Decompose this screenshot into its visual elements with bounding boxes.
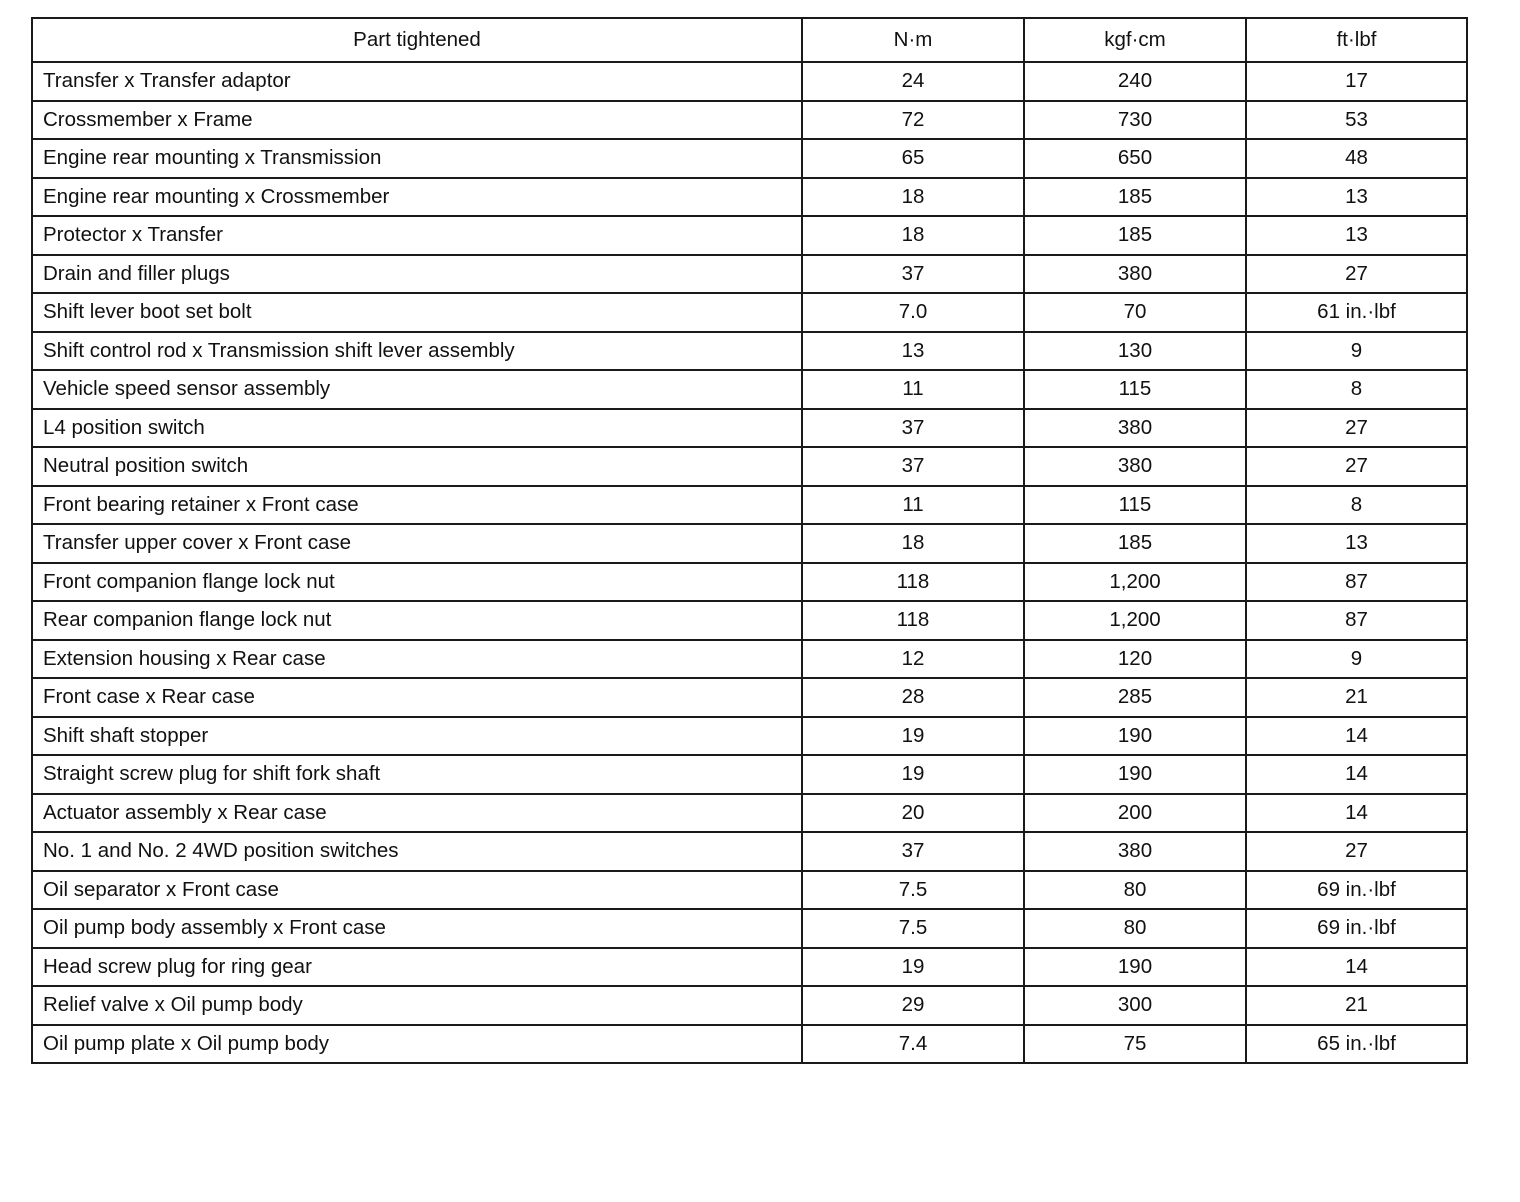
cell-nm: 37 — [802, 447, 1024, 486]
cell-kgf-cm: 185 — [1024, 524, 1246, 563]
cell-nm: 118 — [802, 601, 1024, 640]
cell-ft-lbf: 48 — [1246, 139, 1467, 178]
cell-part: Engine rear mounting x Transmission — [32, 139, 802, 178]
cell-part: Head screw plug for ring gear — [32, 948, 802, 987]
cell-kgf-cm: 185 — [1024, 178, 1246, 217]
cell-kgf-cm: 1,200 — [1024, 601, 1246, 640]
table-row — [32, 255, 1467, 294]
torque-spec-table — [31, 17, 1468, 1064]
header-row — [32, 18, 1467, 62]
cell-ft-lbf: 61 in.·lbf — [1246, 293, 1467, 332]
table-row — [32, 332, 1467, 371]
cell-ft-lbf: 87 — [1246, 563, 1467, 602]
cell-part: Actuator assembly x Rear case — [32, 794, 802, 833]
table-row — [32, 563, 1467, 602]
cell-part: Transfer upper cover x Front case — [32, 524, 802, 563]
cell-kgf-cm: 730 — [1024, 101, 1246, 140]
cell-kgf-cm: 75 — [1024, 1025, 1246, 1064]
cell-kgf-cm: 200 — [1024, 794, 1246, 833]
cell-part: Rear companion flange lock nut — [32, 601, 802, 640]
cell-kgf-cm: 190 — [1024, 755, 1246, 794]
cell-nm: 28 — [802, 678, 1024, 717]
cell-part: Oil separator x Front case — [32, 871, 802, 910]
cell-nm: 37 — [802, 255, 1024, 294]
cell-nm: 20 — [802, 794, 1024, 833]
table-body — [32, 62, 1467, 1063]
cell-ft-lbf: 14 — [1246, 755, 1467, 794]
table-row — [32, 178, 1467, 217]
cell-kgf-cm: 300 — [1024, 986, 1246, 1025]
cell-kgf-cm: 1,200 — [1024, 563, 1246, 602]
cell-nm: 11 — [802, 486, 1024, 525]
cell-part: Crossmember x Frame — [32, 101, 802, 140]
cell-kgf-cm: 240 — [1024, 62, 1246, 101]
table-row — [32, 755, 1467, 794]
cell-part: Extension housing x Rear case — [32, 640, 802, 679]
cell-nm: 12 — [802, 640, 1024, 679]
cell-part: Front case x Rear case — [32, 678, 802, 717]
table-row — [32, 370, 1467, 409]
cell-part: Oil pump body assembly x Front case — [32, 909, 802, 948]
cell-ft-lbf: 9 — [1246, 640, 1467, 679]
cell-kgf-cm: 80 — [1024, 871, 1246, 910]
cell-kgf-cm: 115 — [1024, 486, 1246, 525]
cell-ft-lbf: 8 — [1246, 370, 1467, 409]
cell-kgf-cm: 190 — [1024, 948, 1246, 987]
cell-nm: 11 — [802, 370, 1024, 409]
cell-ft-lbf: 13 — [1246, 178, 1467, 217]
table-row — [32, 678, 1467, 717]
table-row — [32, 139, 1467, 178]
cell-ft-lbf: 13 — [1246, 524, 1467, 563]
cell-part: Engine rear mounting x Crossmember — [32, 178, 802, 217]
cell-ft-lbf: 27 — [1246, 832, 1467, 871]
cell-ft-lbf: 87 — [1246, 601, 1467, 640]
table-row — [32, 447, 1467, 486]
cell-kgf-cm: 380 — [1024, 447, 1246, 486]
cell-kgf-cm: 380 — [1024, 409, 1246, 448]
cell-nm: 18 — [802, 524, 1024, 563]
table-row — [32, 524, 1467, 563]
header-part-tightened: Part tightened — [32, 18, 802, 62]
cell-ft-lbf: 21 — [1246, 678, 1467, 717]
cell-nm: 7.4 — [802, 1025, 1024, 1064]
table-row — [32, 216, 1467, 255]
cell-part: Transfer x Transfer adaptor — [32, 62, 802, 101]
cell-nm: 18 — [802, 178, 1024, 217]
table-row — [32, 832, 1467, 871]
table-row — [32, 486, 1467, 525]
cell-kgf-cm: 285 — [1024, 678, 1246, 717]
cell-nm: 7.5 — [802, 871, 1024, 910]
cell-nm: 72 — [802, 101, 1024, 140]
cell-nm: 19 — [802, 717, 1024, 756]
cell-nm: 37 — [802, 832, 1024, 871]
cell-nm: 18 — [802, 216, 1024, 255]
cell-part: Vehicle speed sensor assembly — [32, 370, 802, 409]
cell-part: Front bearing retainer x Front case — [32, 486, 802, 525]
cell-kgf-cm: 190 — [1024, 717, 1246, 756]
cell-nm: 65 — [802, 139, 1024, 178]
cell-ft-lbf: 21 — [1246, 986, 1467, 1025]
cell-nm: 29 — [802, 986, 1024, 1025]
cell-nm: 7.0 — [802, 293, 1024, 332]
cell-part: Relief valve x Oil pump body — [32, 986, 802, 1025]
cell-ft-lbf: 27 — [1246, 447, 1467, 486]
cell-ft-lbf: 65 in.·lbf — [1246, 1025, 1467, 1064]
cell-kgf-cm: 70 — [1024, 293, 1246, 332]
table-row — [32, 601, 1467, 640]
cell-part: Straight screw plug for shift fork shaft — [32, 755, 802, 794]
cell-kgf-cm: 380 — [1024, 832, 1246, 871]
cell-part: Shift shaft stopper — [32, 717, 802, 756]
table-row — [32, 948, 1467, 987]
header-kgf-cm: kgf·cm — [1024, 18, 1246, 62]
cell-part: Drain and filler plugs — [32, 255, 802, 294]
cell-part: Shift lever boot set bolt — [32, 293, 802, 332]
cell-ft-lbf: 8 — [1246, 486, 1467, 525]
cell-part: Neutral position switch — [32, 447, 802, 486]
cell-nm: 118 — [802, 563, 1024, 602]
table-row — [32, 101, 1467, 140]
table-row — [32, 293, 1467, 332]
cell-kgf-cm: 115 — [1024, 370, 1246, 409]
cell-kgf-cm: 80 — [1024, 909, 1246, 948]
table-row — [32, 794, 1467, 833]
cell-part: Protector x Transfer — [32, 216, 802, 255]
cell-kgf-cm: 650 — [1024, 139, 1246, 178]
table-row — [32, 909, 1467, 948]
header-ft-lbf: ft·lbf — [1246, 18, 1467, 62]
table-row — [32, 986, 1467, 1025]
cell-nm: 37 — [802, 409, 1024, 448]
cell-ft-lbf: 14 — [1246, 794, 1467, 833]
table-header — [32, 18, 1467, 62]
cell-part: No. 1 and No. 2 4WD position switches — [32, 832, 802, 871]
table-row — [32, 717, 1467, 756]
cell-part: Front companion flange lock nut — [32, 563, 802, 602]
cell-kgf-cm: 185 — [1024, 216, 1246, 255]
cell-kgf-cm: 130 — [1024, 332, 1246, 371]
cell-ft-lbf: 27 — [1246, 255, 1467, 294]
cell-ft-lbf: 14 — [1246, 948, 1467, 987]
table-row — [32, 409, 1467, 448]
cell-ft-lbf: 14 — [1246, 717, 1467, 756]
cell-ft-lbf: 17 — [1246, 62, 1467, 101]
cell-ft-lbf: 69 in.·lbf — [1246, 909, 1467, 948]
header-nm: N·m — [802, 18, 1024, 62]
cell-ft-lbf: 13 — [1246, 216, 1467, 255]
cell-kgf-cm: 380 — [1024, 255, 1246, 294]
cell-part: Shift control rod x Transmission shift lever assembly — [32, 332, 802, 371]
cell-nm: 19 — [802, 755, 1024, 794]
cell-ft-lbf: 27 — [1246, 409, 1467, 448]
cell-nm: 7.5 — [802, 909, 1024, 948]
table-row — [32, 640, 1467, 679]
cell-nm: 24 — [802, 62, 1024, 101]
cell-ft-lbf: 69 in.·lbf — [1246, 871, 1467, 910]
cell-part: Oil pump plate x Oil pump body — [32, 1025, 802, 1064]
cell-ft-lbf: 53 — [1246, 101, 1467, 140]
cell-kgf-cm: 120 — [1024, 640, 1246, 679]
table-row — [32, 62, 1467, 101]
cell-nm: 13 — [802, 332, 1024, 371]
cell-ft-lbf: 9 — [1246, 332, 1467, 371]
table-row — [32, 1025, 1467, 1064]
table-row — [32, 871, 1467, 910]
cell-nm: 19 — [802, 948, 1024, 987]
cell-part: L4 position switch — [32, 409, 802, 448]
